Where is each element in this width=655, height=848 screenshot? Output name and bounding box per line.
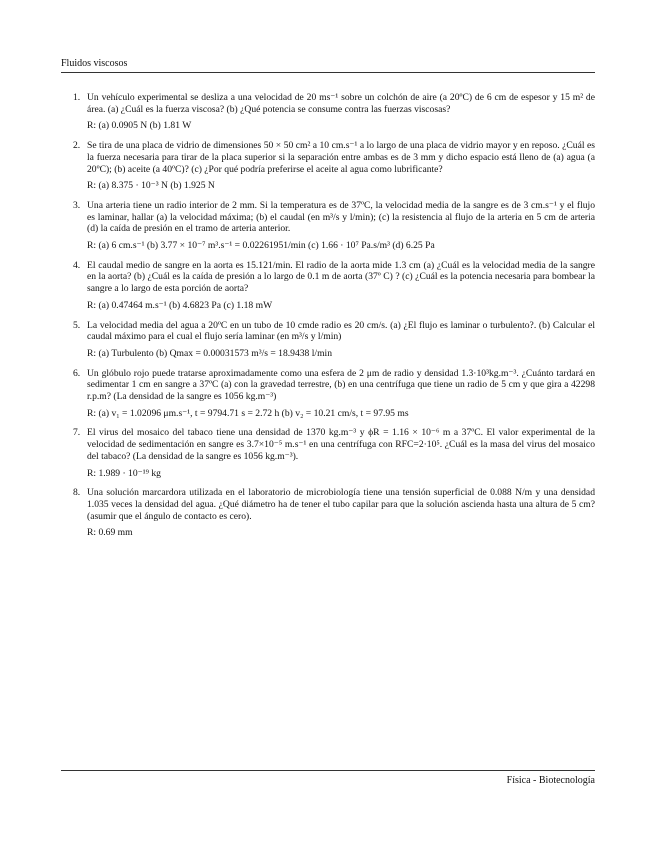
problem-question: El caudal medio de sangre en la aorta es 15.121/min. El radio de la aorta mide 1.3 cm (a) ¿Cuál es la velocidad media de la sangre en la aorta? (b) ¿Cuál es la caída de presión a lo largo de 0.1 m de aorta (37º C) ? (c) ¿Cuál es la potencia necesaria para bombear la sangre a lo largo de esta porción de aorta? [87, 259, 595, 295]
problem-answer: R: (a) Turbulento (b) Qmax = 0.00031573 m³/s = 18.9438 l/min [87, 347, 333, 359]
problem-item [61, 140, 595, 192]
problem-list [61, 92, 595, 547]
problem-item [61, 200, 595, 252]
problem-answer: R: 0.69 mm [87, 527, 133, 539]
page-header-title: Fluidos viscosos [61, 58, 128, 69]
page-footer-text: Física - Biotecnología [506, 775, 595, 786]
problem-item [61, 92, 595, 132]
footer-rule [61, 770, 595, 771]
problem-number: 3. [73, 199, 81, 211]
problem-answer: R: (a) 6 cm.s⁻¹ (b) 3.77 × 10⁻⁷ m³.s⁻¹ = 0.02261951/min (c) 1.66 · 10⁷ Pa.s/m³ (d) 6.25 Pa [87, 240, 435, 252]
problem-number: 4. [73, 259, 81, 271]
problem-number: 6. [73, 367, 81, 379]
problem-answer: R: (a) v₁ = 1.02096 μm.s⁻¹, t = 9794.71 s = 2.72 h (b) v₂ = 10.21 cm/s, t = 97.95 ms [87, 407, 409, 419]
problem-answer: R: (a) 0.0905 N (b) 1.81 W [87, 120, 192, 132]
problem-question: El virus del mosaico del tabaco tiene una densidad de 1370 kg.m⁻³ y ϕR = 1.16 × 10⁻⁶ m a 37ºC. El valor experimental de la velocidad de sedimentación en sangre es 3.7×10⁻⁵ m.s⁻¹ en una centrífuga con RFC=2·10⁵. ¿Cuál es la masa del virus del mosaico del tabaco? (La densidad de la sangre es 1056 kg.m⁻³). [87, 427, 595, 462]
problem-item [61, 427, 595, 479]
problem-answer: R: 1.989 · 10⁻¹⁹ kg [87, 467, 161, 479]
problem-number: 1. [73, 92, 81, 103]
problem-question: Un glóbulo rojo puede tratarse aproximadamente como una esfera de 2 μm de radio y densidad 1.3·10³kg.m⁻³. ¿Cuánto tardará en sedimentar 1 cm en sangre a 37ºC (a) con la gravedad terrestre, (b) en una centrífuga que tiene un radio de 5 cm y que gira a 42298 r.p.m? (La densidad de la sangre es 1056 kg.m⁻³) [87, 367, 595, 403]
problem-question: Un vehículo experimental se desliza a una velocidad de 20 ms⁻¹ sobre un colchón de aire (a 20ºC) de 6 cm de espesor y 15 m² de área. (a) ¿Cuál es la fuerza viscosa? (b) ¿Qué potencia se consume contra las fuerzas viscosas? [87, 92, 595, 115]
problem-question: Se tira de una placa de vidrio de dimensiones 50 × 50 cm² a 10 cm.s⁻¹ a lo largo de una placa de vidrio mayor y en reposo. ¿Cuál es la fuerza necesaria para tirar de la placa superior si la separación entre ambas es de 3 mm y dicho espacio está lleno de (a) agua (a 20ºC); (b) aceite (a 40ºC)? (c) ¿Por qué podría preferirse el aceite al agua como lubrificante? [87, 140, 595, 175]
problem-item [61, 260, 595, 312]
problem-number: 2. [73, 140, 81, 152]
problem-item [61, 320, 595, 360]
problem-question: Una solución marcardora utilizada en el laboratorio de microbiología tiene una tensión superficial de 0.088 N/m y una densidad 1.035 veces la densidad del agua. ¿Qué diámetro ha de tener el tubo capilar para que la solución ascienda hasta una altura de 5 cm? (asumir que el ángulo de contacto es cero). [87, 487, 595, 522]
problem-question: La velocidad media del agua a 20ºC en un tubo de 10 cmde radio es 20 cm/s. (a) ¿El flujo es laminar o turbulento?. (b) Calcular el caudal máximo para el cual el flujo sería laminar (en m³/s y l/min) [87, 319, 595, 343]
problem-number: 7. [73, 427, 81, 439]
problem-answer: R: (a) 0.47464 m.s⁻¹ (b) 4.6823 Pa (c) 1.18 mW [87, 299, 273, 311]
problem-number: 5. [73, 319, 81, 331]
problem-number: 8. [73, 487, 81, 499]
problem-item [61, 487, 595, 539]
header-rule [61, 72, 595, 73]
problem-answer: R: (a) 8.375 · 10⁻³ N (b) 1.925 N [87, 180, 215, 192]
problem-item [61, 368, 595, 420]
problem-question: Una arteria tiene un radio interior de 2 mm. Si la temperatura es de 37ºC, la velocidad media de la sangre es de 3 cm.s⁻¹ y el flujo es laminar, hallar (a) la velocidad máxima; (b) el caudal (en m³/s y l/min); (c) la resistencia al flujo de la arteria en 5 cm de arteria (d) la caída de presión en el tramo de arteria anterior. [87, 199, 595, 235]
